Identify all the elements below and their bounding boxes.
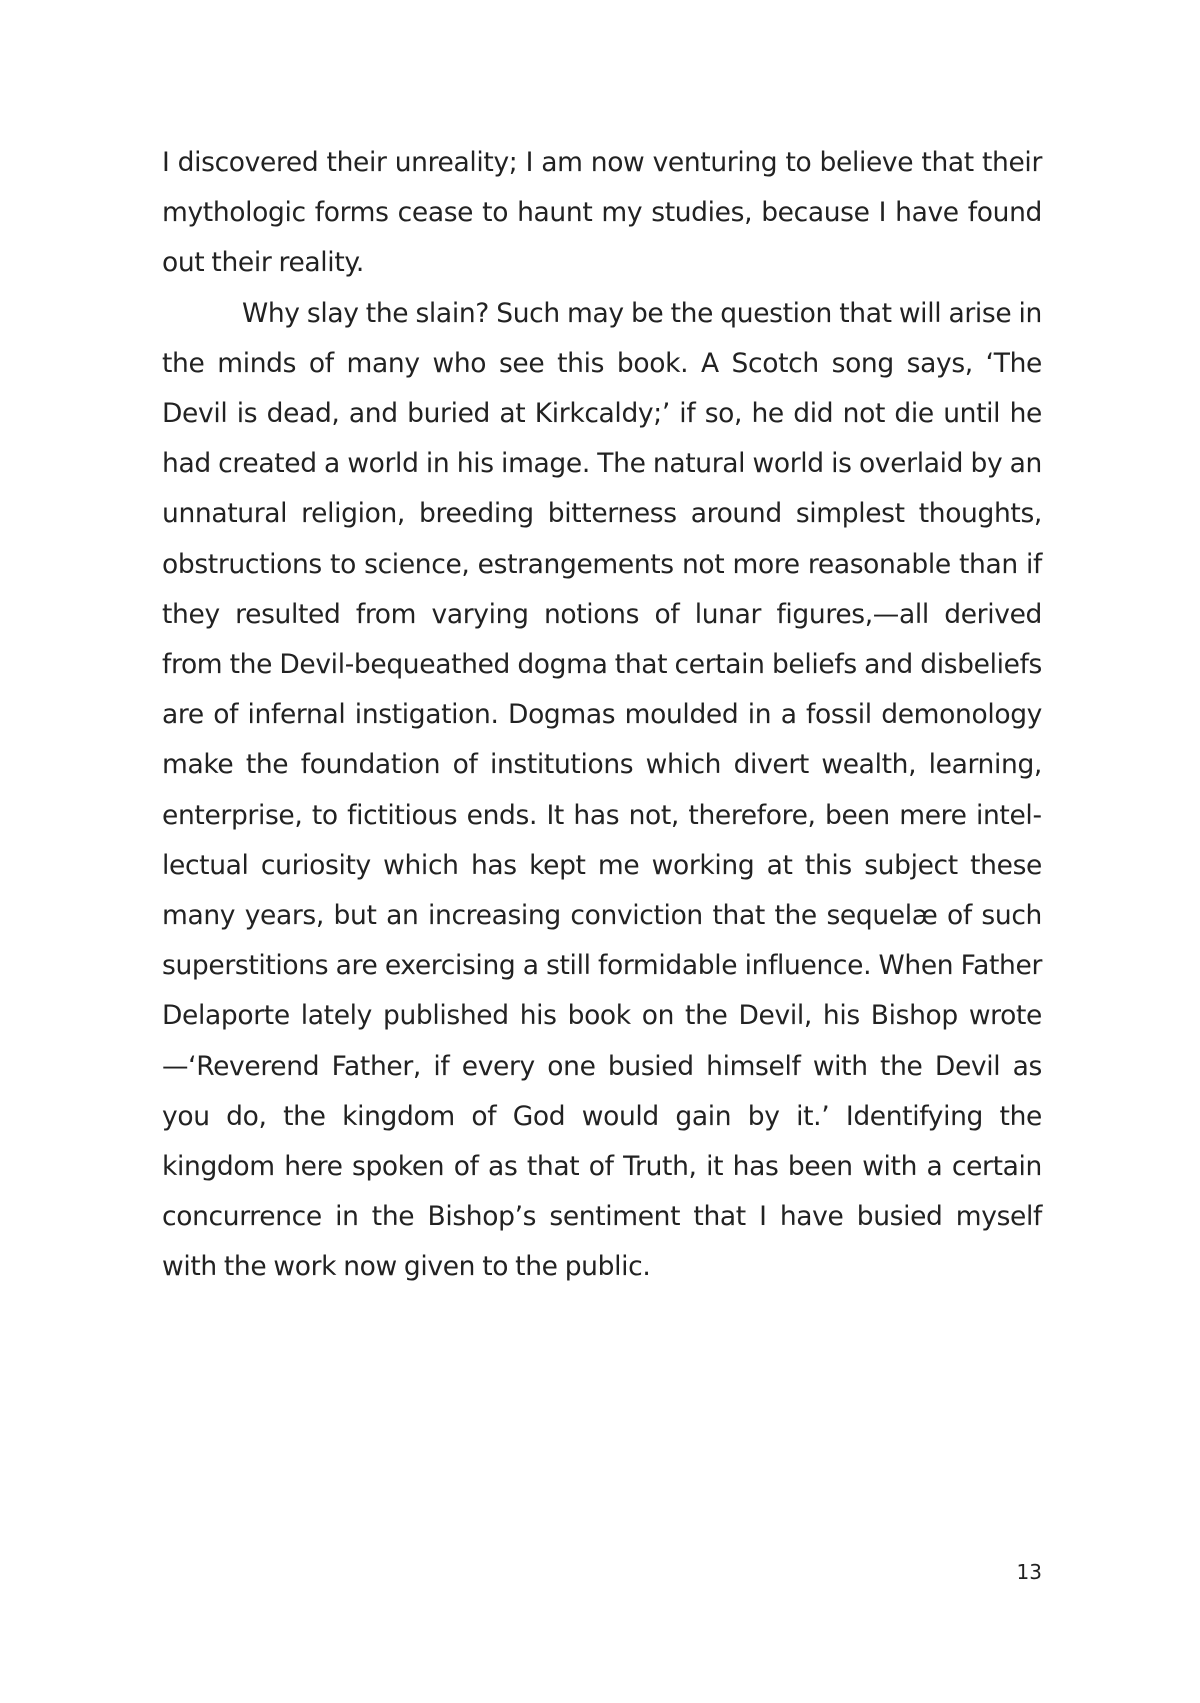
body-text [162,138,1042,1293]
paragraph: Why slay the slain? Such may be the question that will arise in the minds of many who see this book. A Scotch song says, ‘The Devil is dead, and buried at Kirkcaldy;’ if so, he did not die until he had created a world in his image. The natural world is overlaid by an unnatural religion, breeding bitterness around simplest thoughts, obstructions to science, estrangements not more reasonable than if they resulted from varying notions of lunar figures,—all derived from the Devil-bequeathed dogma that certain beliefs and disbeliefs are of infernal instigation. Dogmas moulded in a fossil demonology make the foundation of institutions which divert wealth, learning, enterprise, to fictitious ends. It has not, therefore, been mere intellectual curiosity which has kept me working at this subject these many years, but an increasing conviction that the sequelæ of such superstitions are exercising a still formidable influence. When Father Delaporte lately published his book on the Devil, his Bishop wrote—‘Reverend Father, if every one busied himself with the Devil as you do, the kingdom of God would gain by it.’ Identifying the kingdom here spoken of as that of Truth, it has been with a certain concurrence in the Bishop’s sentiment that I have busied myself with the work now given to the public. [162,297,1042,1283]
paragraph-continuation: I discovered their unreality; I am now venturing to believe that their mythologic forms cease to haunt my studies, because I have found out their reality. [162,147,1042,279]
page-number: 13 [1016,1560,1042,1584]
